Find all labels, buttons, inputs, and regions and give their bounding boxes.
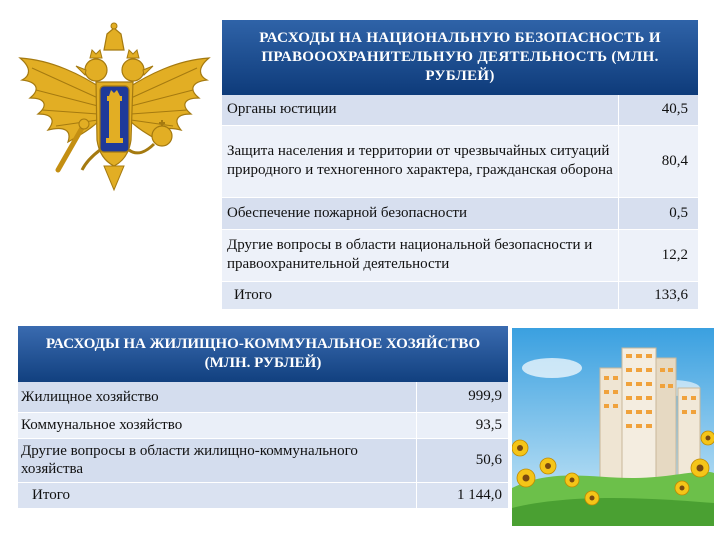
row-label: Обеспечение пожарной безопасности (222, 197, 619, 229)
row-label: Другие вопросы в области национальной безопасности и правоохранительной деятельности (222, 229, 619, 281)
apartment-buildings-photo (512, 328, 714, 526)
row-label: Коммунальное хозяйство (18, 412, 417, 438)
row-value: 0,5 (619, 197, 699, 229)
total-label: Итого (18, 482, 417, 508)
total-value: 1 144,0 (417, 482, 509, 508)
total-value: 133,6 (619, 281, 699, 309)
housing-expenses-table (18, 326, 508, 508)
coat-of-arms-emblem (12, 20, 217, 198)
total-label: Итого (222, 281, 619, 309)
security-expenses-table (222, 20, 698, 309)
housing-table-title: РАСХОДЫ НА ЖИЛИЩНО-КОММУНАЛЬНОЕ ХОЗЯЙСТВО (МЛН. РУБЛЕЙ) (18, 326, 508, 382)
row-value: 40,5 (619, 95, 699, 125)
row-value: 12,2 (619, 229, 699, 281)
security-table-title: РАСХОДЫ НА НАЦИОНАЛЬНУЮ БЕЗОПАСНОСТЬ И ПРАВОООХРАНИТЕЛЬНУЮ ДЕЯТЕЛЬНОСТЬ (МЛН. РУБЛЕЙ) (222, 20, 698, 95)
row-value: 999,9 (417, 382, 509, 412)
row-label: Другие вопросы в области жилищно-коммунального хозяйства (18, 438, 417, 482)
row-label: Защита населения и территории от чрезвычайных ситуаций природного и техногенного характера, гражданская оборона (222, 125, 619, 197)
row-label: Жилищное хозяйство (18, 382, 417, 412)
row-label: Органы юстиции (222, 95, 619, 125)
row-value: 50,6 (417, 438, 509, 482)
row-value: 93,5 (417, 412, 509, 438)
row-value: 80,4 (619, 125, 699, 197)
